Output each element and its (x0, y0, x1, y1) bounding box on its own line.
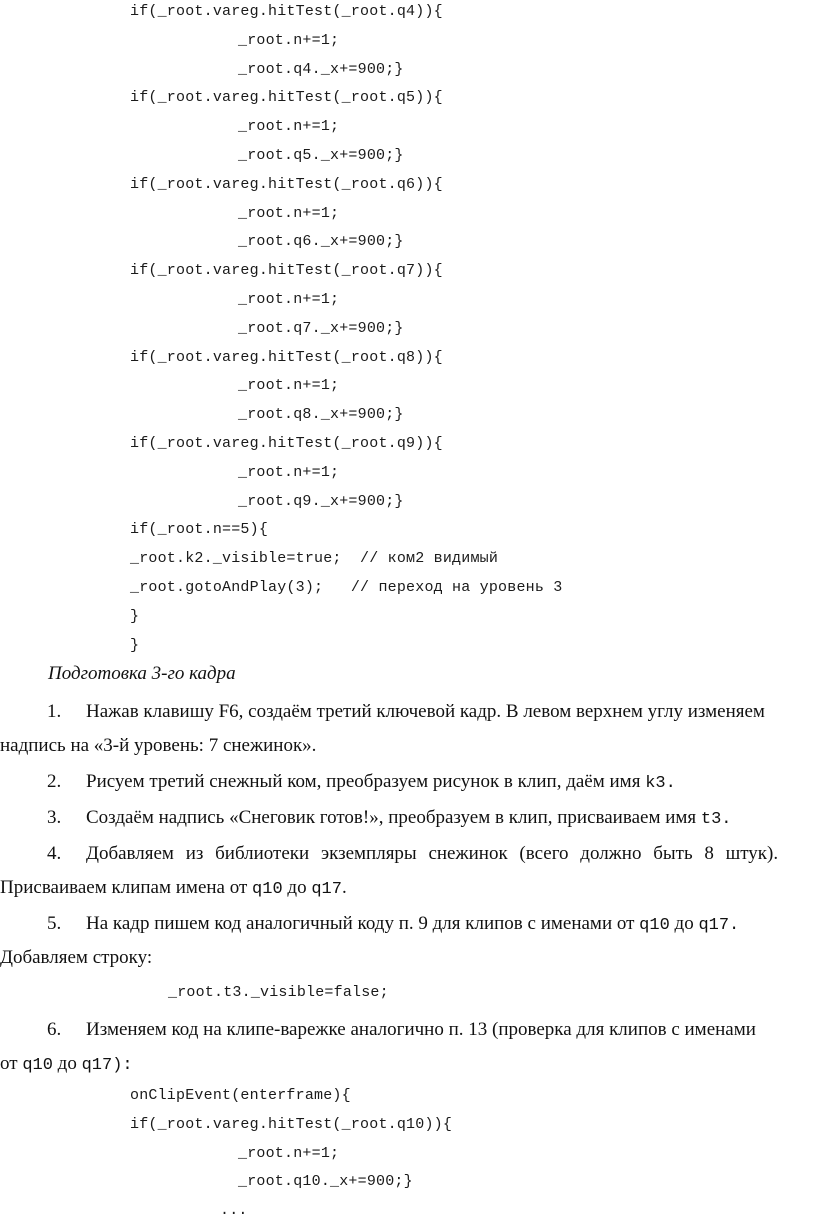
step-text (86, 770, 676, 796)
t: до (282, 877, 312, 898)
code-line: _root.q6._x+=900;} (238, 233, 404, 251)
clip-name: q10 (22, 1056, 53, 1075)
code-line: _root.n+=1; (238, 463, 340, 481)
code-line: ... (220, 1202, 248, 1220)
code-line: _root.q9._x+=900;} (238, 492, 404, 510)
clip-name: q17 (311, 880, 342, 899)
clip-name: q10 (252, 880, 283, 899)
code-line: } (130, 607, 140, 625)
code-line: _root.n+=1; (238, 31, 340, 49)
code-line: _root.t3._visible=false; (168, 984, 389, 1001)
step-number: 1. (47, 701, 62, 722)
clip-name: q17): (81, 1056, 133, 1075)
t: от (0, 1053, 23, 1074)
code-line: _root.q8._x+=900;} (238, 406, 404, 424)
code-line: _root.q5._x+=900;} (238, 147, 404, 164)
code-line: if(_root.vareg.hitTest(_root.q5)){ (130, 89, 443, 107)
code-line: if(_root.vareg.hitTest(_root.q7)){ (130, 262, 443, 280)
step-text-main: Создаём надпись «Снеговик готов!», преобразуем в клип, присваиваем имя (86, 807, 701, 828)
code-line: _root.q7._x+=900;} (238, 319, 404, 337)
step-text: Добавляем из библиотеки экземпляры снежинок (всего должно быть 8 штук). (86, 843, 779, 864)
step-text-cont: надпись на «3-й уровень: 7 снежинок». (0, 735, 317, 756)
t: до (669, 913, 699, 934)
code-line: _root.gotoAndPlay(3); // переход на уровень 3 (130, 579, 563, 596)
code-line: if(_root.vareg.hitTest(_root.q9)){ (130, 435, 443, 452)
code-line: if(_root.vareg.hitTest(_root.q4)){ (130, 3, 443, 20)
step-text-cont: Добавляем строку: (0, 947, 153, 968)
step-text (86, 806, 732, 832)
code-line: } (130, 636, 140, 654)
code-line: onClipEvent(enterframe){ (130, 1087, 351, 1104)
step-number: 3. (47, 807, 62, 828)
step-number: 6. (47, 1019, 62, 1040)
clip-name: q10 (639, 916, 670, 935)
code-line: _root.n+=1; (238, 291, 340, 308)
code-line: _root.k2._visible=true; // ком2 видимый (130, 550, 499, 568)
code-line: if(_root.vareg.hitTest(_root.q6)){ (130, 175, 443, 193)
t: до (52, 1053, 82, 1074)
code-line: _root.n+=1; (238, 204, 340, 222)
step-text-cont (0, 1052, 133, 1078)
step-text: Нажав клавишу F6, создаём третий ключевой кадр. В левом верхнем углу изменяем (86, 701, 765, 722)
t: На кадр пишем код аналогичный коду п. 9 для клипов с именами от (86, 913, 640, 934)
step-number: 5. (47, 913, 62, 934)
section-heading: Подготовка 3-го кадра (48, 663, 236, 684)
step-text: Изменяем код на клипе-варежке аналогично п. 13 (проверка для клипов с именами (86, 1019, 756, 1040)
t: Присваиваем клипам имена от (0, 877, 253, 898)
clip-name: k3. (645, 774, 676, 793)
code-line: if(_root.vareg.hitTest(_root.q8)){ (130, 348, 443, 366)
code-line: _root.n+=1; (238, 1144, 340, 1162)
code-line: _root.q4._x+=900;} (238, 60, 404, 78)
clip-name: t3. (700, 810, 732, 829)
step-number: 2. (47, 771, 62, 792)
code-line: _root.n+=1; (238, 118, 340, 136)
code-line: if(_root.vareg.hitTest(_root.q10)){ (130, 1115, 453, 1133)
clip-name: q17. (698, 916, 740, 935)
step-text (86, 912, 739, 938)
code-line: _root.n+=1; (238, 377, 340, 395)
step-text-cont (0, 876, 347, 902)
step-number: 4. (47, 843, 62, 864)
code-line: if(_root.n==5){ (130, 521, 269, 539)
t: . (341, 877, 347, 898)
code-line: _root.q10._x+=900;} (238, 1173, 413, 1191)
step-text-main: Рисуем третий снежный ком, преобразуем рисунок в клип, даём имя (86, 771, 646, 792)
